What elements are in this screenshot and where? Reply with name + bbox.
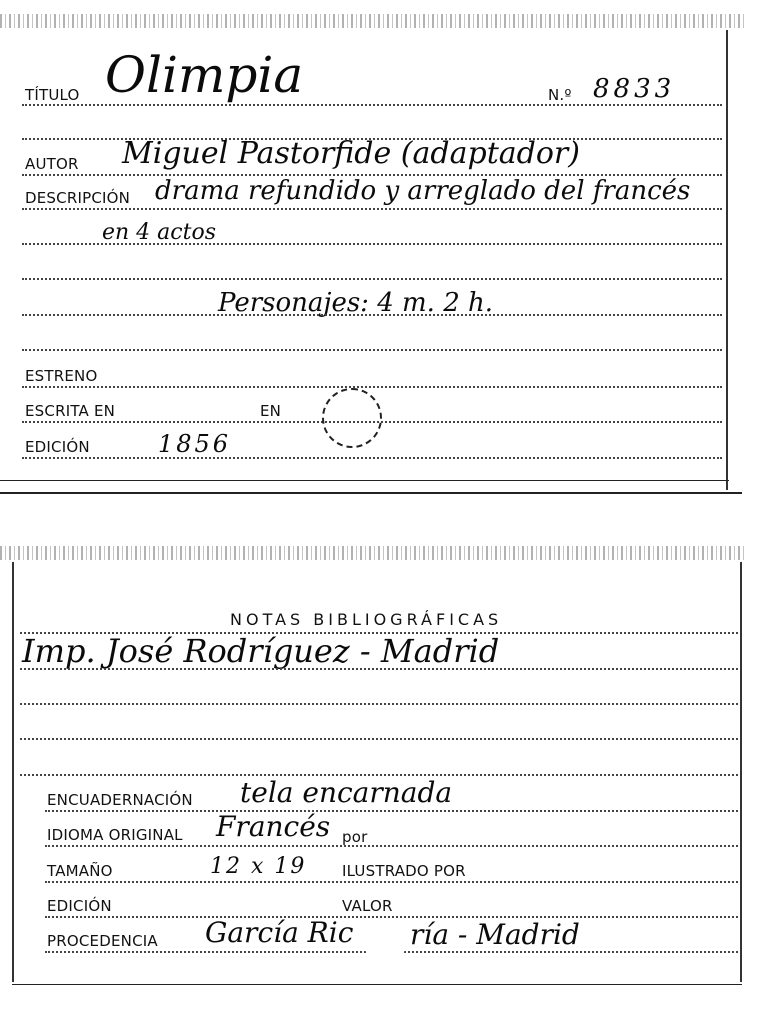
numero-label: N.º xyxy=(548,86,572,104)
escrita-en-label: ESCRITA EN xyxy=(25,402,116,420)
notas-heading: NOTAS BIBLIOGRÁFICAS xyxy=(230,610,503,629)
descripcion-label: DESCRIPCIÓN xyxy=(25,189,131,207)
descripcion-value-line2: en 4 actos xyxy=(102,220,216,245)
card-edge-speckle xyxy=(0,14,745,28)
personajes-value: Personajes: 4 m. 2 h. xyxy=(218,288,494,318)
edicion-label-2: EDICIÓN xyxy=(47,897,112,915)
encuadernacion-label: ENCUADERNACIÓN xyxy=(47,791,193,809)
idioma-original-value: Francés xyxy=(216,810,331,843)
por-label: por xyxy=(342,828,368,846)
paper-damage-blot xyxy=(365,925,405,967)
encuadernacion-value: tela encarnada xyxy=(240,776,453,809)
notas-line1-value: Imp. José Rodríguez - Madrid xyxy=(22,632,500,670)
valor-label: VALOR xyxy=(342,897,393,915)
procedencia-label: PROCEDENCIA xyxy=(47,932,158,950)
procedencia-value-part2: ría - Madrid xyxy=(410,918,580,951)
library-stamp-outline xyxy=(322,388,382,448)
card-left-border xyxy=(12,562,14,982)
card-bottom-edge xyxy=(12,984,742,985)
card-edge-speckle xyxy=(0,546,745,560)
tamano-value: 12 x 19 xyxy=(210,854,307,879)
estreno-label: ESTRENO xyxy=(25,367,98,385)
titulo-value: Olimpia xyxy=(105,46,304,104)
autor-label: AUTOR xyxy=(25,155,79,173)
edicion-label: EDICIÓN xyxy=(25,438,90,456)
procedencia-value-part1: García Ric xyxy=(205,916,354,949)
ilustrado-por-label: ILUSTRADO POR xyxy=(342,862,466,880)
numero-value: 8833 xyxy=(593,74,676,104)
autor-value: Miguel Pastorfide (adaptador) xyxy=(122,136,580,171)
edicion-value: 1856 xyxy=(158,430,232,458)
idioma-original-label: IDIOMA ORIGINAL xyxy=(47,826,183,844)
card-right-border xyxy=(740,562,742,982)
titulo-label: TÍTULO xyxy=(25,86,80,104)
catalog-card-top xyxy=(0,0,759,500)
en-label: EN xyxy=(260,402,282,420)
card-right-border xyxy=(726,30,728,490)
tamano-label: TAMAÑO xyxy=(47,862,113,880)
descripcion-value-line1: drama refundido y arreglado del francés xyxy=(155,176,691,206)
card-bottom-edge xyxy=(0,480,729,481)
card-bottom-edge-2 xyxy=(0,492,742,494)
